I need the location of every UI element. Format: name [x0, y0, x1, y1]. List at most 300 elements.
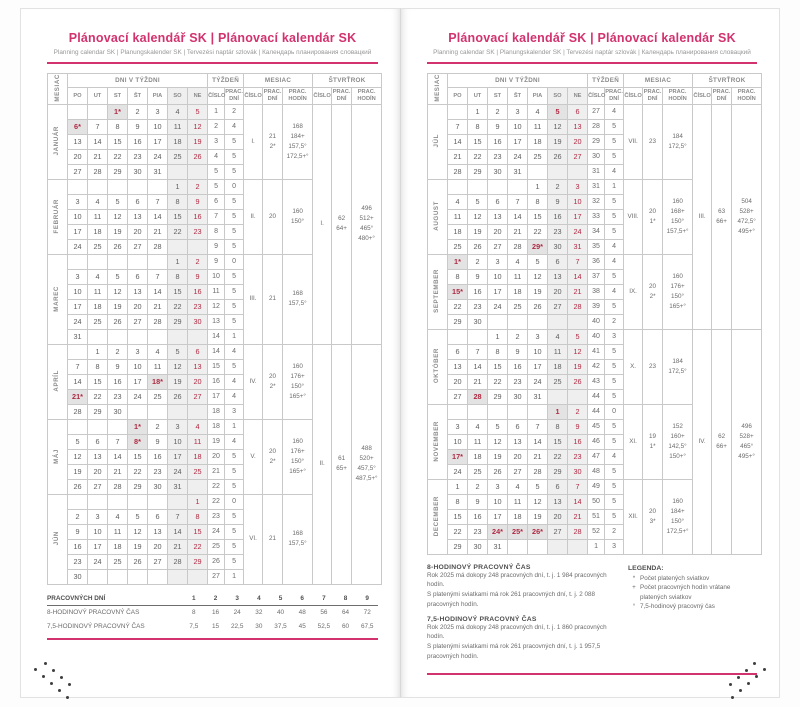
week-number-cell: 4: [208, 149, 225, 164]
day-cell: 13: [68, 134, 88, 149]
day-cell: [508, 314, 528, 329]
week-number-cell: 13: [208, 314, 225, 329]
day-cell: 8: [468, 119, 488, 134]
day-cell: 4: [448, 194, 468, 209]
week-number-cell: 15: [208, 359, 225, 374]
day-cell: [468, 179, 488, 194]
week-number-cell: 36: [588, 254, 605, 269]
day-cell: 5: [528, 479, 548, 494]
page-title: Plánovací kalendář SK | Plánovací kalendár SK: [448, 31, 736, 45]
page-right: [400, 8, 780, 698]
header-week-group: TÝŽDEŇ: [208, 74, 244, 88]
day-cell: 16: [188, 209, 208, 224]
week-workdays-cell: 5: [225, 479, 244, 494]
month-prac-hodin-header: PRAC. HODÍN: [663, 87, 693, 104]
day-cell: 18: [468, 449, 488, 464]
day-cell: 14: [568, 494, 588, 509]
day-cell: 6: [568, 104, 588, 119]
week-number-cell: 38: [588, 284, 605, 299]
day-cell: 24: [88, 554, 108, 569]
workdays-hours-value: 1: [192, 594, 196, 602]
day-cell: [148, 179, 168, 194]
day-cell: 30: [508, 389, 528, 404]
day-cell: 16: [568, 434, 588, 449]
day-cell: 30: [468, 314, 488, 329]
day-cell: 29: [468, 164, 488, 179]
month-name-label: OKTÓBER: [428, 329, 448, 404]
month-workhours-cell: 160 176+ 150° 165+°: [283, 419, 313, 494]
day-cell: 17: [128, 374, 148, 389]
week-number-cell: 41: [588, 344, 605, 359]
calendar-table-right: [427, 73, 762, 555]
day-cell: 16: [488, 134, 508, 149]
week-workdays-cell: 4: [605, 104, 624, 119]
day-cell: 21: [568, 284, 588, 299]
workdays-hours-row-label: PRACOVNÝCH DNÍ: [47, 594, 106, 602]
day-cell: 31: [148, 164, 168, 179]
day-cell: 18: [508, 509, 528, 524]
binding-dot: [745, 669, 748, 672]
workdays-hours-value: 4: [257, 594, 261, 602]
workdays-hours-value: 32: [255, 609, 263, 617]
day-cell: 30: [488, 164, 508, 179]
day-cell: 13: [488, 209, 508, 224]
week-workdays-cell: 1: [225, 419, 244, 434]
week-workdays-cell: 5: [605, 149, 624, 164]
month-workdays-cell: 20 2*: [263, 344, 283, 419]
day-cell: 14: [168, 524, 188, 539]
week-workdays-cell: 4: [605, 164, 624, 179]
day-cell: 7: [528, 419, 548, 434]
week-workdays-cell: 5: [225, 524, 244, 539]
day-cell: 23: [468, 524, 488, 539]
day-cell: 9: [108, 359, 128, 374]
day-cell: 26: [468, 239, 488, 254]
page-subtitle: Planning calendar SK | Planungskalender SK | Tervezési naptár szlovák | Календарь планирования словацкий: [433, 49, 751, 56]
day-cell: 17: [488, 509, 508, 524]
day-cell: 6*: [68, 119, 88, 134]
summary-line: Rok 2025 má dokopy 248 pracovných dní, t. j. 1 860 pracovných hodín.: [427, 623, 607, 641]
month-number-cell: VI.: [244, 494, 263, 584]
day-cell: 13: [128, 284, 148, 299]
day-cell: 18: [508, 284, 528, 299]
page-title: Plánovací kalendář SK | Plánovací kalendár SK: [68, 31, 357, 45]
day-cell: 15: [168, 284, 188, 299]
day-cell: 29: [448, 539, 468, 554]
binding-dot: [52, 669, 55, 672]
day-cell: 9: [468, 269, 488, 284]
day-cell: 11: [188, 434, 208, 449]
day-cell: 28: [88, 164, 108, 179]
day-cell: [528, 539, 548, 554]
day-cell: 28: [568, 524, 588, 539]
day-cell: [168, 239, 188, 254]
day-cell: 28: [468, 389, 488, 404]
day-cell: 27: [128, 239, 148, 254]
summary-line: S platenými sviatkami má rok 261 pracovných dní, t. j. 2 088 pracovných hodín.: [427, 591, 595, 608]
day-cell: 4: [148, 344, 168, 359]
week-workdays-cell: 5: [225, 539, 244, 554]
day-cell: 15: [168, 209, 188, 224]
day-cell: 5: [128, 509, 148, 524]
day-cell: 17: [88, 539, 108, 554]
day-cell: 20: [128, 299, 148, 314]
day-cell: [168, 404, 188, 419]
workdays-hours-value: 22,5: [230, 623, 244, 631]
day-cell: 8: [188, 509, 208, 524]
month-workhours-cell: 152 160+ 142,5° 150+°: [663, 404, 693, 479]
day-cell: 28: [448, 164, 468, 179]
day-cell: 27: [148, 554, 168, 569]
week-number-cell: 7: [208, 209, 225, 224]
day-cell: [488, 314, 508, 329]
day-cell: 21: [108, 464, 128, 479]
day-cell: 9: [188, 194, 208, 209]
week-workdays-cell: 1: [225, 329, 244, 344]
day-cell: 12: [528, 494, 548, 509]
header-mesiac-vertical: MESIAC: [428, 74, 448, 105]
day-cell: [68, 344, 88, 359]
day-cell: 15: [108, 134, 128, 149]
day-cell: 24: [68, 239, 88, 254]
day-cell: 22: [448, 299, 468, 314]
day-cell: 11: [148, 359, 168, 374]
day-cell: [148, 404, 168, 419]
workdays-hours-value: 30: [255, 623, 263, 631]
month-workdays-cell: 20: [263, 179, 283, 254]
week-workdays-cell: 5: [225, 164, 244, 179]
binding-dot: [737, 676, 740, 679]
quarter-prac-hodin-header: PRAC. HODÍN: [352, 87, 382, 104]
header-month-group: MESIAC: [624, 74, 693, 88]
week-number-cell: 5: [208, 179, 225, 194]
day-cell: 2: [188, 179, 208, 194]
year-summary-footer: [427, 564, 757, 668]
workdays-hours-value: 8: [192, 609, 196, 617]
month-prac-dni-header: PRAC. DNÍ: [643, 87, 663, 104]
day-cell: 24: [568, 224, 588, 239]
day-cell: [508, 404, 528, 419]
day-cell: 3: [128, 344, 148, 359]
week-workdays-cell: 5: [225, 134, 244, 149]
week-workdays-cell: 5: [605, 509, 624, 524]
month-name-label: JÚL: [428, 104, 448, 179]
day-cell: [128, 404, 148, 419]
day-cell: 5: [568, 329, 588, 344]
day-cell: 17: [68, 224, 88, 239]
month-number-cell: I.: [244, 104, 263, 179]
day-cell: 29: [108, 164, 128, 179]
week-number-cell: 23: [208, 509, 225, 524]
week-workdays-cell: 1: [225, 569, 244, 584]
day-cell: 22: [468, 149, 488, 164]
day-cell: [88, 569, 108, 584]
week-number-cell: 32: [588, 194, 605, 209]
day-cell: 9: [68, 524, 88, 539]
week-workdays-cell: 5: [605, 359, 624, 374]
week-cislo-header: ČÍSLO: [208, 87, 225, 104]
month-name-label: FEBRUÁR: [48, 179, 68, 254]
day-cell: 26: [568, 374, 588, 389]
day-cell: 25: [448, 239, 468, 254]
day-cell: 24: [128, 389, 148, 404]
binding-dot: [739, 689, 742, 692]
day-cell: 13: [188, 359, 208, 374]
day-cell: [128, 494, 148, 509]
week-workdays-cell: 5: [225, 299, 244, 314]
week-number-cell: 43: [588, 374, 605, 389]
month-prac-dni-header: PRAC. DNÍ: [263, 87, 283, 104]
day-cell: 20: [548, 284, 568, 299]
day-cell: [188, 569, 208, 584]
week-number-cell: 42: [588, 359, 605, 374]
day-cell: 12: [468, 209, 488, 224]
binding-dot: [34, 668, 37, 671]
month-workdays-cell: 20 1*: [643, 179, 663, 254]
month-workdays-cell: 19 1*: [643, 404, 663, 479]
day-cell: 23: [108, 389, 128, 404]
day-cell: 17: [68, 299, 88, 314]
day-cell: 1*: [108, 104, 128, 119]
day-cell: 10: [168, 434, 188, 449]
day-cell: 29*: [528, 239, 548, 254]
day-cell: 11: [108, 524, 128, 539]
day-cell: 8: [448, 269, 468, 284]
day-cell: 19: [188, 134, 208, 149]
month-number-cell: XI.: [624, 404, 643, 479]
month-workhours-cell: 160 176+ 150° 165+°: [663, 254, 693, 329]
day-cell: 7: [168, 509, 188, 524]
day-cell: 11: [508, 269, 528, 284]
day-cell: 27: [548, 299, 568, 314]
day-cell: 15: [128, 449, 148, 464]
day-cell: 25: [188, 464, 208, 479]
day-cell: 22: [88, 389, 108, 404]
day-name-header: UT: [468, 87, 488, 104]
day-cell: 6: [128, 269, 148, 284]
month-workdays-cell: 21: [263, 254, 283, 344]
legend-text: Počet platených sviatkov: [640, 574, 710, 582]
day-cell: 3: [568, 179, 588, 194]
day-cell: 19: [168, 374, 188, 389]
day-cell: [68, 179, 88, 194]
month-number-cell: VIII.: [624, 179, 643, 254]
day-cell: 9: [148, 434, 168, 449]
day-cell: [568, 539, 588, 554]
day-cell: 15: [528, 209, 548, 224]
day-cell: 10: [528, 344, 548, 359]
week-workdays-cell: 5: [605, 224, 624, 239]
week-number-cell: 29: [588, 134, 605, 149]
week-workdays-cell: 5: [605, 464, 624, 479]
week-row: [428, 329, 762, 344]
month-number-cell: VII.: [624, 104, 643, 179]
week-workdays-cell: 4: [225, 389, 244, 404]
week-workdays-cell: 5: [605, 299, 624, 314]
day-cell: 31: [568, 239, 588, 254]
week-number-cell: 8: [208, 224, 225, 239]
day-cell: 26: [108, 239, 128, 254]
binding-dot: [747, 682, 750, 685]
day-cell: 4: [188, 419, 208, 434]
legend-title: LEGENDA:: [628, 564, 664, 572]
day-cell: 14: [88, 134, 108, 149]
day-cell: 15: [488, 359, 508, 374]
day-cell: 2: [188, 254, 208, 269]
day-cell: 23: [488, 149, 508, 164]
week-number-cell: 30: [588, 149, 605, 164]
day-cell: 27: [508, 464, 528, 479]
day-cell: 24: [68, 314, 88, 329]
quarter-workhours-cell: 496 512+ 465° 480+°: [352, 104, 382, 344]
month-workhours-cell: 168 157,5°: [283, 254, 313, 344]
day-cell: 19: [68, 464, 88, 479]
day-cell: 26: [128, 554, 148, 569]
week-workdays-cell: 5: [225, 449, 244, 464]
right-footer-rule: [427, 673, 757, 675]
week-number-cell: 9: [208, 254, 225, 269]
month-number-cell: III.: [244, 254, 263, 344]
week-number-cell: 40: [588, 329, 605, 344]
day-cell: [188, 329, 208, 344]
workdays-hours-value: 24: [233, 609, 241, 617]
day-name-header: ST: [488, 87, 508, 104]
day-cell: 3: [68, 194, 88, 209]
summary-section-heading: 7,5-HODINOVÝ PRACOVNÝ ČAS: [427, 615, 537, 623]
day-name-header: PO: [68, 87, 88, 104]
week-number-cell: 47: [588, 449, 605, 464]
day-cell: 25: [508, 299, 528, 314]
week-number-cell: 45: [588, 419, 605, 434]
day-cell: 18: [88, 224, 108, 239]
day-cell: 13: [88, 449, 108, 464]
day-name-header: PIA: [148, 87, 168, 104]
day-cell: 29: [88, 404, 108, 419]
day-cell: 18: [88, 299, 108, 314]
month-cislo-header: ČÍSLO: [624, 87, 643, 104]
header-days-group: DNI V TÝŽDNI: [448, 74, 588, 88]
day-cell: 18: [528, 134, 548, 149]
day-cell: 6: [508, 419, 528, 434]
day-cell: 18*: [148, 374, 168, 389]
day-cell: 20: [148, 539, 168, 554]
day-cell: 18: [448, 224, 468, 239]
day-cell: [148, 329, 168, 344]
week-workdays-cell: 4: [605, 254, 624, 269]
day-cell: 11: [88, 209, 108, 224]
header-quarter-group: ŠTVRŤROK: [693, 74, 762, 88]
week-workdays-cell: 5: [225, 239, 244, 254]
day-cell: 2: [508, 329, 528, 344]
day-cell: 21*: [68, 389, 88, 404]
quarter-workhours-cell: 496 528+ 465° 495+°: [732, 329, 762, 554]
day-cell: [508, 539, 528, 554]
day-cell: 20: [568, 134, 588, 149]
day-cell: 6: [128, 194, 148, 209]
quarter-prac-dni-header: PRAC. DNÍ: [332, 87, 352, 104]
quarter-workhours-cell: 504 528+ 472,5° 495+°: [732, 104, 762, 329]
day-cell: 24: [448, 464, 468, 479]
day-cell: 11: [548, 344, 568, 359]
week-number-cell: 27: [588, 104, 605, 119]
week-number-cell: 2: [208, 119, 225, 134]
day-cell: 28: [568, 299, 588, 314]
day-cell: 2: [488, 104, 508, 119]
day-cell: 31: [68, 329, 88, 344]
day-cell: [108, 329, 128, 344]
month-name-label: NOVEMBER: [428, 404, 448, 479]
week-workdays-cell: 0: [225, 179, 244, 194]
day-cell: 12: [128, 524, 148, 539]
day-cell: 22: [108, 149, 128, 164]
week-workdays-cell: 5: [605, 344, 624, 359]
day-cell: 24: [508, 149, 528, 164]
workdays-hours-row-label: 7,5-HODINOVÝ PRACOVNÝ ČAS: [47, 623, 145, 631]
day-cell: 16: [508, 359, 528, 374]
day-cell: 8: [88, 359, 108, 374]
workdays-hours-value: 3: [235, 594, 239, 602]
week-workdays-cell: 5: [605, 479, 624, 494]
day-cell: 6: [88, 434, 108, 449]
day-cell: 23: [188, 224, 208, 239]
day-cell: [88, 494, 108, 509]
day-cell: 14: [508, 209, 528, 224]
day-cell: 7: [508, 194, 528, 209]
week-number-cell: 1: [208, 104, 225, 119]
day-cell: [188, 239, 208, 254]
week-workdays-cell: 5: [225, 269, 244, 284]
binding-dot: [753, 662, 756, 665]
day-cell: 25: [468, 464, 488, 479]
day-cell: 5: [468, 194, 488, 209]
day-cell: 26: [488, 464, 508, 479]
binding-dot: [731, 696, 734, 699]
day-cell: 1: [468, 104, 488, 119]
quarter-prac-hodin-header: PRAC. HODÍN: [732, 87, 762, 104]
day-cell: 9: [508, 344, 528, 359]
day-cell: 4: [528, 104, 548, 119]
week-number-cell: 31: [588, 179, 605, 194]
day-name-header: ST: [108, 87, 128, 104]
week-number-cell: 44: [588, 389, 605, 404]
day-cell: [488, 179, 508, 194]
day-cell: 28: [68, 404, 88, 419]
week-number-cell: 22: [208, 479, 225, 494]
day-cell: 26: [188, 149, 208, 164]
day-cell: 7: [448, 119, 468, 134]
day-cell: 10: [488, 269, 508, 284]
week-workdays-cell: 5: [225, 464, 244, 479]
day-cell: 25: [88, 314, 108, 329]
day-cell: 26: [68, 479, 88, 494]
week-number-cell: 22: [208, 494, 225, 509]
legend-symbol: °: [632, 602, 636, 610]
day-cell: [528, 314, 548, 329]
day-cell: 11: [468, 434, 488, 449]
day-cell: 4: [468, 419, 488, 434]
workdays-hours-value: 6: [300, 594, 304, 602]
quarter-number-cell: IV.: [693, 329, 712, 554]
quarter-workhours-cell: 488 520+ 457,5° 487,5+°: [352, 344, 382, 584]
week-workdays-cell: 5: [225, 149, 244, 164]
day-cell: 1: [488, 329, 508, 344]
day-cell: [168, 494, 188, 509]
week-number-cell: 33: [588, 209, 605, 224]
month-workdays-cell: 23: [643, 329, 663, 404]
day-cell: 4: [168, 104, 188, 119]
day-cell: 15: [468, 134, 488, 149]
day-cell: [568, 389, 588, 404]
